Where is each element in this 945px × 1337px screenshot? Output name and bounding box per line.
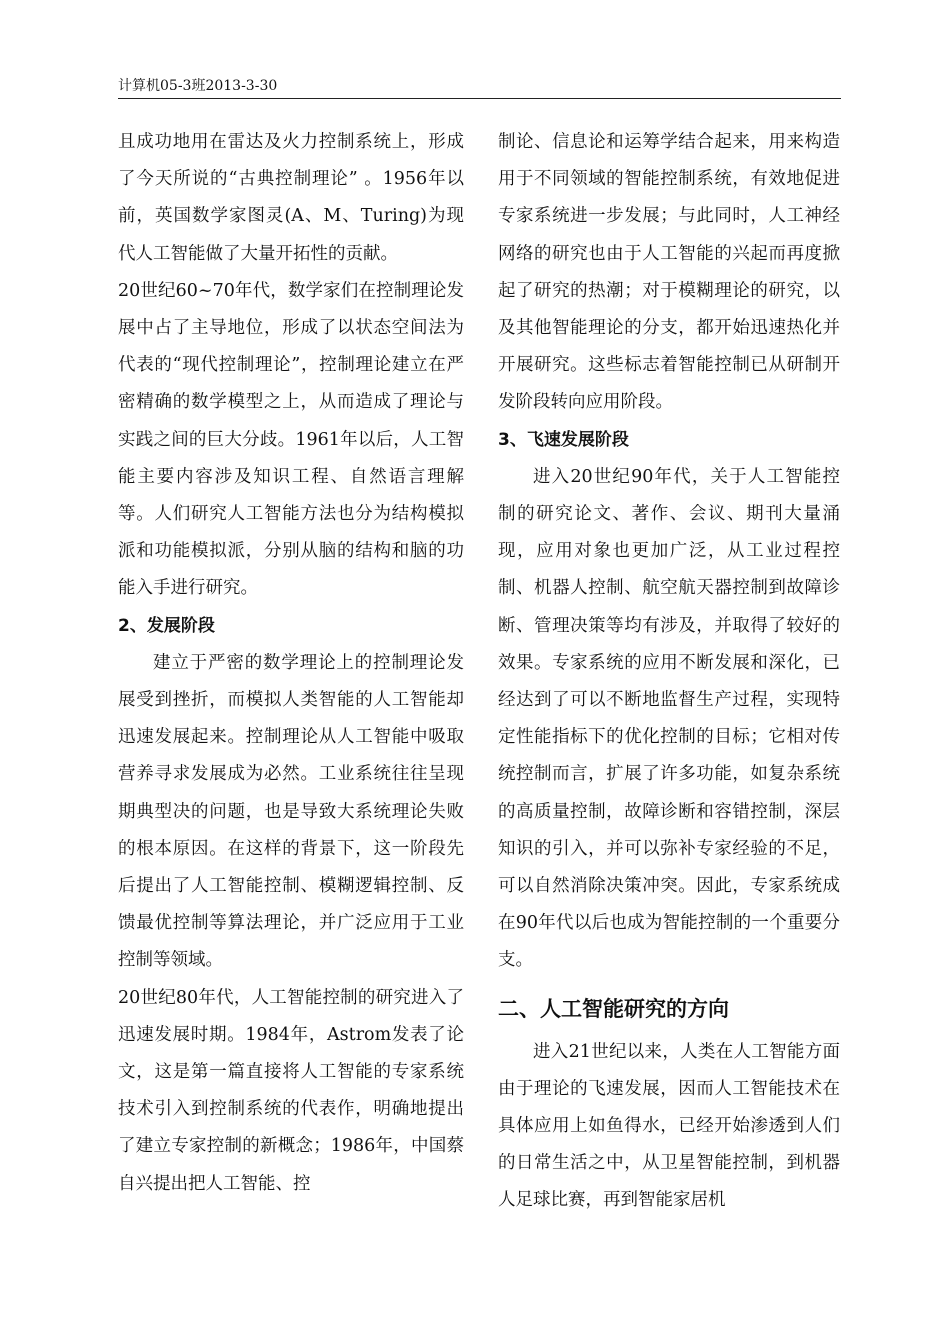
paragraph: 且成功地用在雷达及火力控制系统上，形成了今天所说的“古典控制理论” 。1956年以前，英国数学家图灵(A、M、Turing)为现代人工智能做了大量开拓性的贡献。 [118,132,464,264]
right-column [498,124,840,1220]
section-heading: 2、发展阶段 [118,615,215,636]
paragraph: 制论、信息论和运筹学结合起来，用来构造用于不同领域的智能控制系统，有效地促进专家系统进一步发展；与此同时，人工神经网络的研究也由于人工智能的兴起而再度掀起了研究的热潮；对于模糊理论的研究，以及其他智能理论的分支，都开始迅速热化并开展研究。这些标志着智能控制已从研制开发阶段转向应用阶段。 [498,132,840,413]
paragraph: 进入21世纪以来，人类在人工智能方面由于理论的飞速发展，因而人工智能技术在具体应用上如鱼得水，已经开始渗透到人们的日常生活之中，从卫星智能控制，到机器人足球比赛，再到智能家居机 [498,1041,840,1211]
page-header: 计算机05-3班2013-3-30 [118,76,841,99]
left-column [118,124,464,1203]
paragraph: 20世纪60~70年代，数学家们在控制理论发展中占了主导地位，形成了以状态空间法为代表的“现代控制理论”，控制理论建立在严密精确的数学模型之上，从而造成了理论与实践之间的巨大分歧。1961年以后，人工智能主要内容涉及知识工程、自然语言理解等。人们研究人工智能方法也分为结构模拟派和功能模拟派，分别从脑的结构和脑的功能入手进行研究。 [118,280,464,599]
paragraph: 建立于严密的数学理论上的控制理论发展受到挫折，而模拟人类智能的人工智能却迅速发展起来。控制理论从人工智能中吸取营养寻求发展成为必然。工业系统往往呈现期典型决的问题，也是导致大系统理论失败的根本原因。在这样的背景下，这一阶段先后提出了人工智能控制、模糊逻辑控制、反馈最优控制等算法理论，并广泛应用于工业控制等领域。 [118,652,464,971]
paragraph: 20世纪80年代，人工智能控制的研究进入了迅速发展时期。1984年，Astrom发表了论文，这是第一篇直接将人工智能的专家系统技术引入到控制系统的代表作，明确地提出了建立专家控制的新概念；1986年，中国蔡自兴提出把人工智能、控 [118,987,464,1194]
paragraph: 进入20世纪90年代，关于人工智能控制的研究论文、著作、会议、期刊大量涌现，应用对象也更加广泛，从工业过程控制、机器人控制、航空航天器控制到故障诊断、管理决策等均有涉及，并取得了较好的效果。专家系统的应用不断发展和深化，已经达到了可以不断地监督生产过程，实现特定性能指标下的优化控制的目标；它相对传统控制而言，扩展了许多功能，如复杂系统的高质量控制，故障诊断和容错控制，深层知识的引入，并可以弥补专家经验的不足，可以自然消除决策冲突。因此，专家系统成在90年代以后也成为智能控制的一个重要分支。 [498,466,840,971]
chapter-heading: 二、人工智能研究的方向 [498,996,729,1021]
section-heading: 3、飞速发展阶段 [498,429,629,450]
